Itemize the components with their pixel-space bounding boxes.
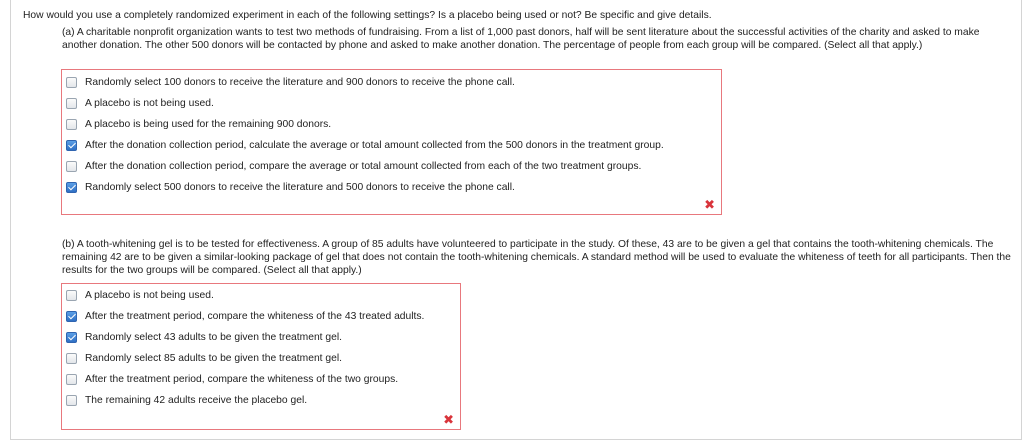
checkbox[interactable] (66, 353, 77, 364)
option-label: Randomly select 85 adults to be given the treatment gel. (85, 353, 342, 364)
option-label: After the donation collection period, compare the average or total amount collected from each of the two treatment groups. (85, 161, 642, 172)
part-a-option[interactable] (66, 75, 515, 90)
part-b-option[interactable] (66, 288, 214, 303)
part-b-option[interactable] (66, 330, 342, 345)
part-b-option[interactable] (66, 393, 307, 408)
part-a-option[interactable] (66, 180, 515, 195)
part-a-prompt: (a) A charitable nonprofit organization wants to test two methods of fundraising. From a list of 1,000 past donors, half will be sent literature about the successful activities of the charity and asked to make another donation. The other 500 donors will be contacted by phone and asked to make another donation. The percentage of people from each group will be compared. (Select all that apply.) (62, 27, 980, 51)
checkbox[interactable] (66, 161, 77, 172)
part-a-answer-box (61, 69, 722, 215)
checkbox[interactable] (66, 395, 77, 406)
option-label: Randomly select 500 donors to receive the literature and 500 donors to receive the phone call. (85, 182, 515, 193)
part-b-answer-box (61, 283, 461, 430)
checkbox[interactable] (66, 182, 77, 193)
option-label: A placebo is not being used. (85, 98, 214, 109)
checkbox[interactable] (66, 290, 77, 301)
question-prompt: How would you use a completely randomized experiment in each of the following settings? Is a placebo being used or not? Be specific and give details. (23, 10, 712, 21)
part-b-option[interactable] (66, 309, 424, 324)
part-a-option[interactable] (66, 117, 331, 132)
option-label: A placebo is being used for the remaining 900 donors. (85, 119, 332, 130)
part-a-option[interactable] (66, 159, 641, 174)
option-label: Randomly select 43 adults to be given the treatment gel. (85, 332, 342, 343)
option-label: A placebo is not being used. (85, 290, 214, 301)
part-b-option[interactable] (66, 372, 398, 387)
option-label: Randomly select 100 donors to receive the literature and 900 donors to receive the phone call. (85, 77, 515, 88)
option-label: After the treatment period, compare the whiteness of the 43 treated adults. (85, 311, 425, 322)
checkbox[interactable] (66, 311, 77, 322)
incorrect-icon: ✖ (443, 412, 454, 427)
checkbox[interactable] (66, 77, 77, 88)
option-label: After the treatment period, compare the whiteness of the two groups. (85, 374, 399, 385)
option-label: After the donation collection period, calculate the average or total amount collected from the 500 donors in the treatment group. (85, 140, 664, 151)
part-a-option[interactable] (66, 96, 214, 111)
checkbox[interactable] (66, 98, 77, 109)
option-label: The remaining 42 adults receive the placebo gel. (85, 395, 308, 406)
checkbox[interactable] (66, 332, 77, 343)
part-b-option[interactable] (66, 351, 342, 366)
part-a-option[interactable] (66, 138, 664, 153)
checkbox[interactable] (66, 119, 77, 130)
part-b-prompt: (b) A tooth-whitening gel is to be tested for effectiveness. A group of 85 adults have volunteered to participate in the study. Of these, 43 are to be given a gel that contains the tooth-whitening chemicals. The remaining 42 are to be given a similar-looking package of gel that does not contain the tooth-whitening chemicals. A standard method will be used to evaluate the whiteness of teeth for all participants. Then the results for the two groups will be compared. (Select all that apply.) (62, 239, 1011, 276)
incorrect-icon: ✖ (704, 197, 715, 212)
checkbox[interactable] (66, 140, 77, 151)
checkbox[interactable] (66, 374, 77, 385)
